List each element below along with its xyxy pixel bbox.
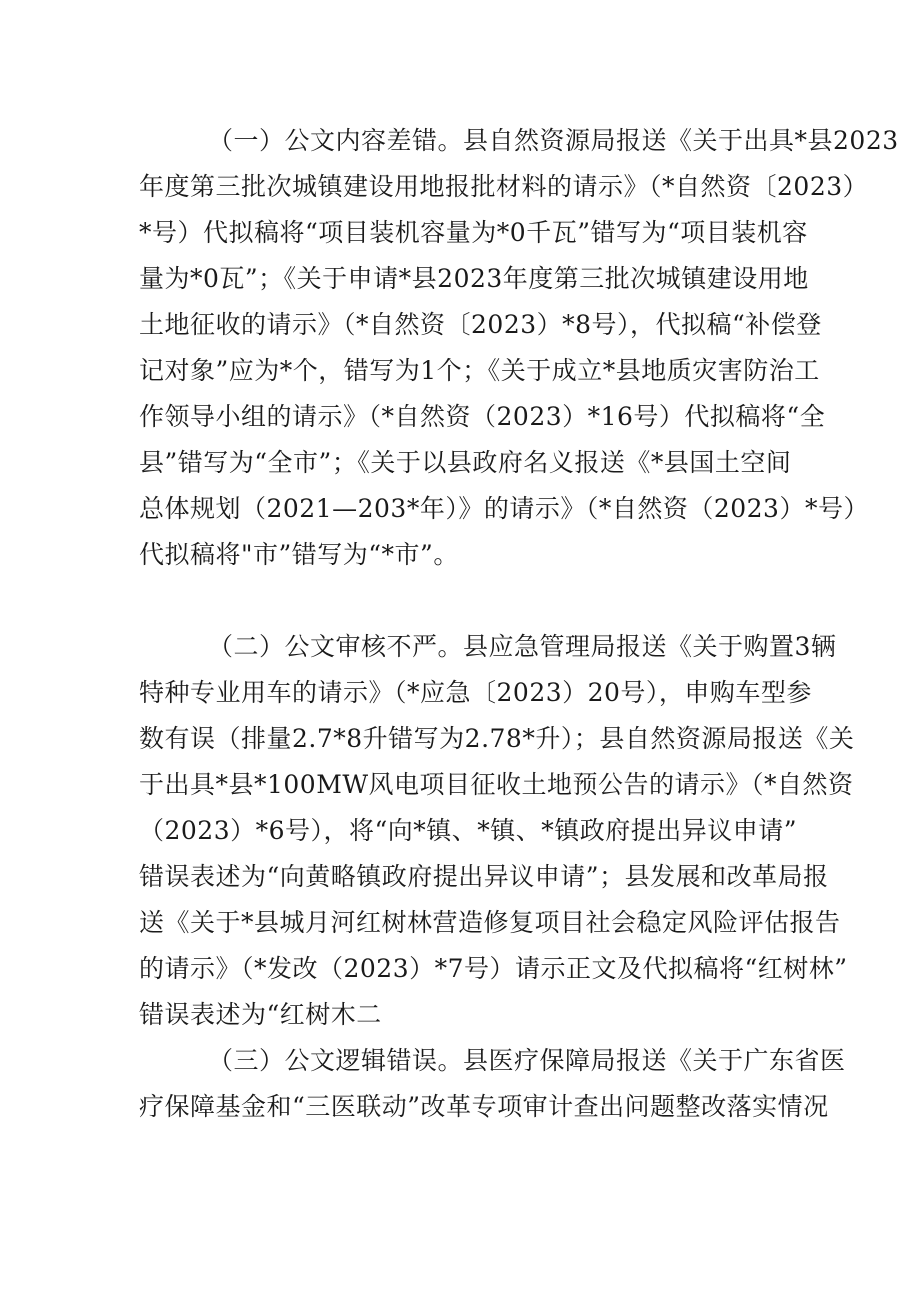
text-line: （一）公文内容差错。县自然资源局报送《关于出具*县2023 (208, 126, 899, 155)
text-line: 量为*0瓦”；《关于申请*县2023年度第三批次城镇建设用地 (139, 264, 809, 293)
text-line: 于出具*县*100MW风电项目征收土地预公告的请示》（*自然资 (139, 770, 854, 799)
text-line: 的请示》（*发改（2023）*7号）请示正文及代拟稿将“红树林” (139, 954, 848, 983)
text-line: *号）代拟稿将“项目装机容量为*0千瓦”错写为“项目装机容 (139, 218, 808, 247)
text-line: 总体规划（2021—203*年）》的请示》（*自然资（2023）*号） (139, 494, 869, 523)
text-line: 记对象”应为*个，错写为1个；《关于成立*县地质灾害防治工 (139, 356, 820, 385)
text-line: 县”错写为“全市”；《关于以县政府名义报送《*县国土空间 (139, 448, 792, 477)
text-line: 数有误（排量2.7*8升错写为2.78*升）；县自然资源局报送《关 (139, 724, 855, 753)
text-line: 错误表述为“红树木二 (139, 1000, 382, 1029)
text-line: 作领导小组的请示》（*自然资（2023）*16号）代拟稿将“全 (139, 402, 826, 431)
text-line: 土地征收的请示》（*自然资〔2023）*8号），代拟稿“补偿登 (139, 310, 822, 339)
text-line: 送《关于*县城月河红树林营造修复项目社会稳定风险评估报告 (139, 908, 841, 937)
text-line: （三）公文逻辑错误。县医疗保障局报送《关于广东省医 (208, 1046, 846, 1075)
text-line: 疗保障基金和“三医联动”改革专项审计查出问题整改落实情况 (139, 1092, 829, 1121)
text-line: （2023）*6号），将“向*镇、*镇、*镇政府提出异议申请” (139, 816, 798, 845)
text-line: （二）公文审核不严。县应急管理局报送《关于购置3辆 (208, 632, 837, 661)
text-line: 错误表述为“向黄略镇政府提出异议申请”；县发展和改革局报 (139, 862, 829, 891)
text-line: 年度第三批次城镇建设用地报批材料的请示》（*自然资〔2023） (139, 172, 869, 201)
text-line: 特种专业用车的请示》（*应急〔2023）20号），申购车型参 (139, 678, 812, 707)
text-line: 代拟稿将"市”错写为“*市”。 (139, 540, 459, 569)
